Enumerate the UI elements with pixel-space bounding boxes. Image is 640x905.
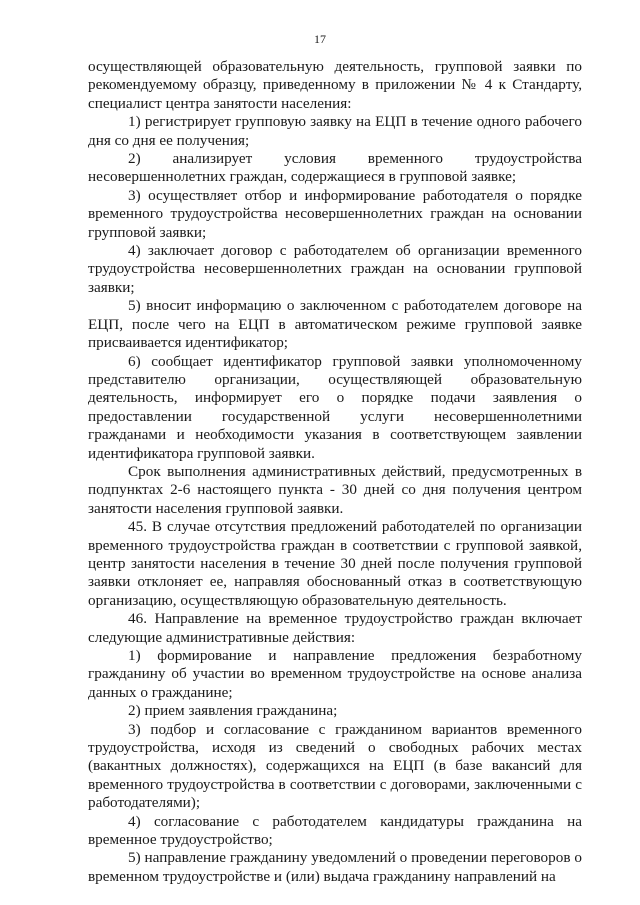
paragraph-action-5: 5) направление гражданину уведомлений о проведении переговоров о временном трудоустройстве и (или) выдача гражданину направлений на: [88, 849, 582, 885]
paragraph-intro: осуществляющей образовательную деятельность, групповой заявки по рекомендуемому образцу, приведенному в приложении № 4 к Стандарту, специалист центра занятости населения:: [88, 58, 582, 112]
paragraph-item-2: 2) анализирует условия временного трудоустройства несовершеннолетних граждан, содержащиеся в групповой заявке;: [88, 150, 582, 186]
paragraph-deadline: Срок выполнения административных действий, предусмотренных в подпунктах 2-6 настоящего пункта - 30 дней со дня получения центром занятости населения групповой заявки.: [88, 462, 582, 517]
paragraph-item-3: 3) осуществляет отбор и информирование работодателя о порядке временного трудоустройства несовершеннолетних граждан на основании групповой заявки;: [88, 186, 582, 241]
page-number: 17: [314, 32, 326, 46]
paragraph-item-4: 4) заключает договор с работодателем об организации временного трудоустройства несовершеннолетних граждан на основании групповой заявки;: [88, 242, 582, 296]
paragraph-action-4: 4) согласование с работодателем кандидатуры гражданина на временное трудоустройство;: [88, 812, 582, 849]
paragraph-action-1: 1) формирование и направление предложения безработному гражданину об участии во временном трудоустройстве на основе анализа данных о гражданине;: [88, 647, 582, 701]
paragraph-item-1: 1) регистрирует групповую заявку на ЕЦП в течение одного рабочего дня со дня ее получения;: [88, 113, 582, 149]
document-body: [88, 58, 582, 886]
paragraph-clause-46: 46. Направление на временное трудоустройство граждан включает следующие административные действия:: [88, 610, 582, 646]
paragraph-action-3: 3) подбор и согласование с гражданином вариантов временного трудоустройства, исходя из сведений о свободных рабочих местах (вакантных должностях), содержащихся на ЕЦП (в базе вакансий для временного трудоустройства в соответствии с договорами, заключенными с работодателями);: [88, 720, 582, 812]
paragraph-clause-45: 45. В случае отсутствия предложений работодателей по организации временного трудоустройства граждан в соответствии с групповой заявкой, центр занятости населения в течение 30 дней после получения групповой заявки отклоняет ее, направляя обоснованный отказ в соответствующую организацию, осуществляющую образовательную деятельность.: [88, 518, 582, 609]
paragraph-action-2: 2) прием заявления гражданина;: [128, 702, 338, 720]
paragraph-item-6: 6) сообщает идентификатор групповой заявки уполномоченному представителю организации, осуществляющей образовательную деятельность, информирует его о порядке подачи заявления о предоставлении государственной услуги несовершеннолетними гражданами и необходимости указания в соответствующем заявлении идентификатора групповой заявки.: [88, 352, 582, 462]
paragraph-item-5: 5) вносит информацию о заключенном с работодателем договоре на ЕЦП, после чего на ЕЦП в автоматическом режиме групповой заявке присваивается идентификатор;: [88, 297, 582, 352]
